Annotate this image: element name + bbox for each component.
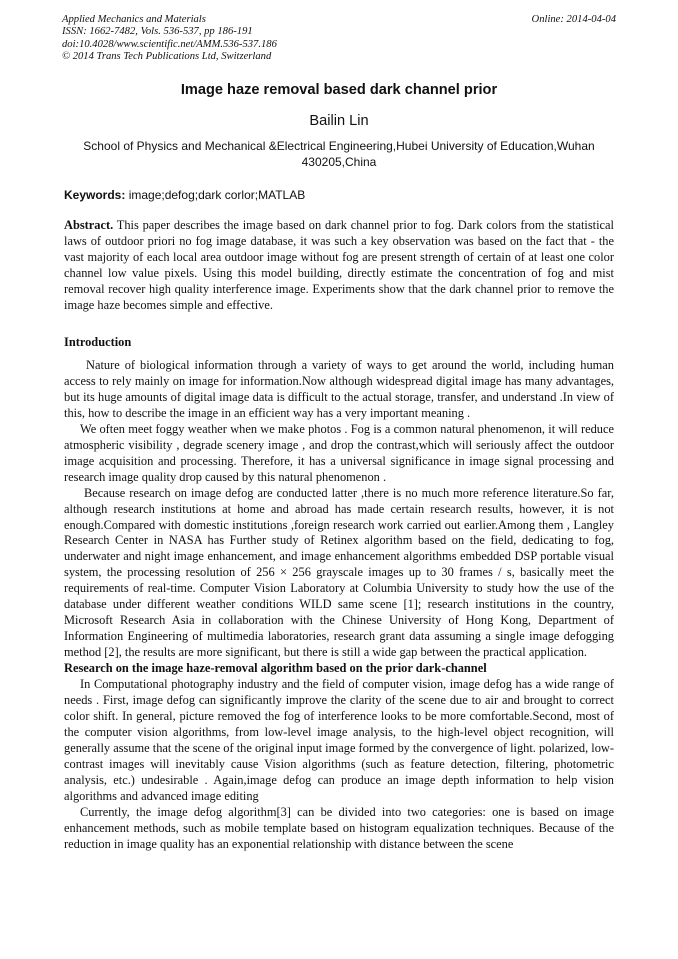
paper-title: Image haze removal based dark channel prior — [180, 82, 498, 98]
abstract — [64, 218, 614, 314]
issn-line: ISSN: 1662-7482, Vols. 536-537, pp 186-191 — [62, 26, 253, 38]
journal-name: Applied Mechanics and Materials — [62, 14, 206, 25]
doi-line: doi:10.4028/www.scientific.net/AMM.536-537.186 — [62, 38, 277, 50]
copyright-line: © 2014 Trans Tech Publications Ltd, Switzerland — [62, 50, 272, 62]
research-paragraph-2: Currently, the image defog algorithm[3] can be divided into two categories: one is based on image enhancement methods, such as mobile template based on histogram equalization techniques. Because of the reduction in image quality has an exponential relationship with distance between the scene — [64, 804, 614, 851]
author-name: Bailin Lin — [309, 113, 369, 129]
section-heading-introduction: Introduction — [64, 335, 132, 349]
abstract-label: Abstract. — [64, 218, 114, 232]
section-heading-research: Research on the image haze-removal algorithm based on the prior dark-channel — [64, 661, 487, 676]
journal-header — [62, 14, 616, 63]
abstract-text: This paper describes the image based on dark channel prior to fog. Dark colors from the statistical laws of outdoor priori no fog image database, it was such a key observation was based on the fact that - the vast majority of each local area outdoor image without fog are present strength of certain of at least one color channel low value pixels. Using this model building, directly estimate the concentration of fog and mist removal recover high quality interference image. Experiments show that the dark channel prior to remove the image haze becomes simple and effective. — [64, 218, 614, 312]
keywords-text: image;defog;dark corlor;MATLAB — [125, 188, 306, 202]
intro-paragraph-1: Nature of biological information through a variety of ways to get around the world, including human access to rely mainly on image for information.Now although widespread digital image has many advantages, but its huge amounts of digital image data is difficult to the actual storage, transfer, and understand .In view of this, how to describe the image in an efficient way has a very important meaning . — [64, 358, 614, 420]
keywords — [64, 188, 614, 202]
keywords-label: Keywords: — [64, 188, 126, 202]
research-paragraph-1: In Computational photography industry and the field of computer vision, image defog has a wide range of needs . First, image defog can significantly improve the clarity of the scene due to air and brought to correct color shift. In general, picture removed the fog of interference looks to be more comfortable.Second, most of the computer vision algorithms, from low-level image analysis, to the high-level object recognition, will generally assume that the scene of the original input image formed by the convergence of light. polarized, low-contrast images will inevitably cause Vision algorithms (such as feature detection, filtering, photometric analysis, etc.) undesirable . Again,image defog can produce an image depth information to help vision algorithms and advanced image editing — [64, 677, 614, 803]
main-body — [64, 358, 614, 853]
intro-paragraph-3: Because research on image defog are conducted latter ,there is no much more reference literature.So far, although research institutions at home and abroad has made certain research results, however, it is not enough.Compared with domestic institutions ,foreign research work carried out earlier.Among them , Langley Research Center in NASA has Further study of Retinex algorithm based on the field, dedicating to fog, underwater and night image enhancement, and image enhancement algorithms embedded DSP portable visual system, the processing resolution of 256 × 256 grayscale images up to 30 frames / s, basically meet the requirements of real-time. Computer Vision Laboratory at Columbia University to study how the use of the database under different weather conditions WILD same scene [1]; research institutions in the country, Microsoft Research Asia in collaboration with the Chinese University of Hong Kong, Department of Information Engineering of multimedia laboratories, research grant data assuming a single image defogging method [2], the results are more significant, but there is still a wide gap between the practical application. — [64, 485, 614, 660]
intro-paragraph-2: We often meet foggy weather when we make photos . Fog is a common natural phenomenon, it will reduce atmospheric visibility , degrade scenery image , and drop the contrast,which will seriously affect the outdoor image acquisition and processing. Therefore, it has a universal significance in image signal processing and research image quality drop caused by this natural phenomenon . — [64, 421, 614, 484]
online-date: Online: 2014-04-04 — [531, 14, 616, 25]
affiliation: School of Physics and Mechanical &Electrical Engineering,Hubei University of Education,Wuhan 430205,China — [83, 139, 595, 169]
